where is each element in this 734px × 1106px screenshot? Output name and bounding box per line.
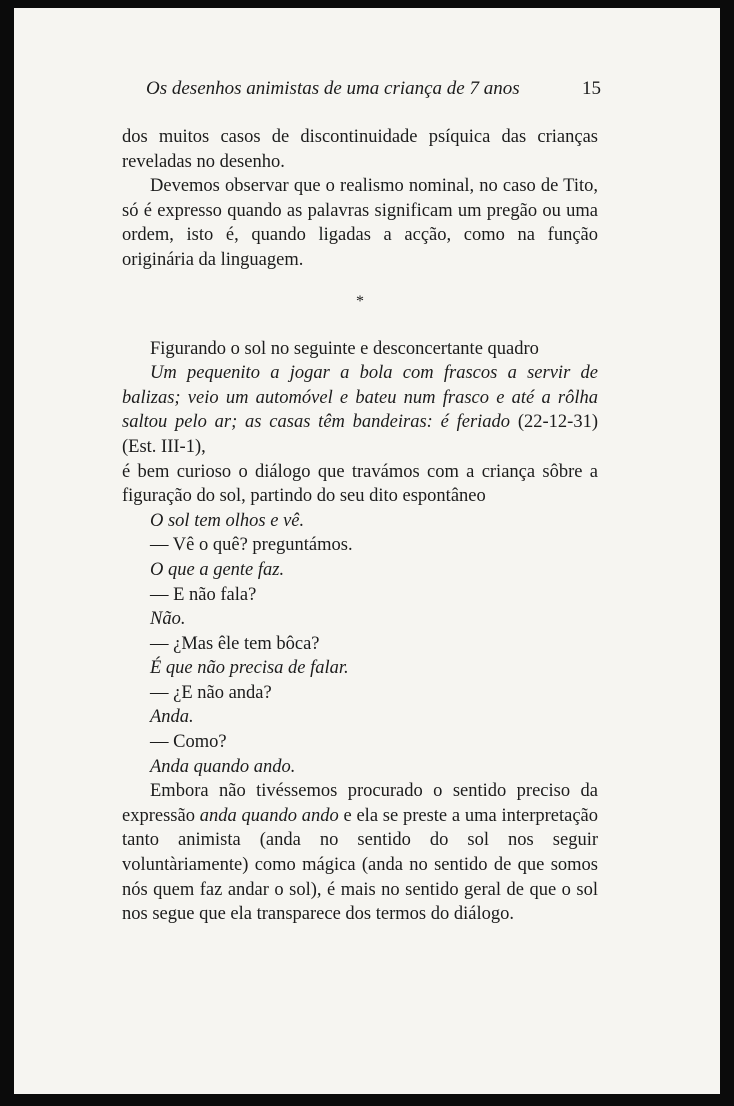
paragraph-dialogue-intro: é bem curioso o diálogo que travámos com a criança sôbre a figuração do sol, partindo do seu dito espontâneo bbox=[122, 461, 598, 507]
dialogue bbox=[122, 509, 598, 780]
interpretation-quote: anda quando ando bbox=[199, 805, 339, 826]
paragraph-nominal-realism: Devemos observar que o realismo nominal, no caso de Tito, só é expresso quando as palavras significam um pregão ou uma ordem, isto é, quando ligadas a acção, como na função originária da linguagem. bbox=[122, 176, 598, 270]
figure-reference: (Est. III-1), bbox=[122, 436, 206, 457]
dialogue-line: O sol tem olhos e vê. bbox=[150, 510, 305, 531]
body-text bbox=[122, 125, 598, 927]
dialogue-line: — ¿E não anda? bbox=[150, 682, 272, 703]
book-page bbox=[14, 8, 720, 1094]
paragraph-continuation: dos muitos casos de discontinuidade psíquica das crianças reveladas no desenho. bbox=[122, 127, 598, 172]
dialogue-line: — E não fala? bbox=[150, 584, 257, 605]
running-title: Os desenhos animistas de uma criança de 7 anos bbox=[146, 78, 520, 99]
figure-description bbox=[122, 361, 598, 459]
dialogue-line: — ¿Mas êle tem bôca? bbox=[150, 633, 320, 654]
running-header bbox=[146, 78, 601, 102]
figure-quote: Um pequenito a jogar a bola com frascos a servir de balizas; veio um automóvel e bateu num frasco e até a rôlha saltou pelo ar; as casas têm bandeiras: é feriado bbox=[122, 363, 598, 433]
interpretation-start: Embora não tivéssemos procurado o sentido preciso da expressão bbox=[122, 781, 598, 826]
paragraph-figure-intro: Figurando o sol no seguinte e desconcertante quadro bbox=[150, 338, 539, 359]
dialogue-line: É que não precisa de falar. bbox=[150, 658, 349, 679]
dialogue-line: Anda. bbox=[150, 707, 194, 728]
page-number: 15 bbox=[582, 78, 601, 99]
paragraph-interpretation bbox=[122, 779, 598, 927]
dialogue-line: O que a gente faz. bbox=[150, 559, 285, 580]
dialogue-line: — Vê o quê? preguntámos. bbox=[150, 535, 353, 556]
figure-date: (22-12-31) bbox=[517, 412, 599, 433]
section-separator: * bbox=[356, 292, 364, 310]
interpretation-rest: e ela se preste a uma interpretação tanto animista (anda no sentido do sol nos seguir voluntàriamente) como mágica (anda no sentido de que somos nós quem faz andar o sol), é mais no sentido geral de que o sol nos segue que ela transparece dos termos do diálogo. bbox=[122, 805, 599, 925]
dialogue-line: — Como? bbox=[150, 732, 227, 753]
dialogue-line: Anda quando ando. bbox=[150, 756, 296, 777]
dialogue-line: Não. bbox=[150, 609, 186, 630]
